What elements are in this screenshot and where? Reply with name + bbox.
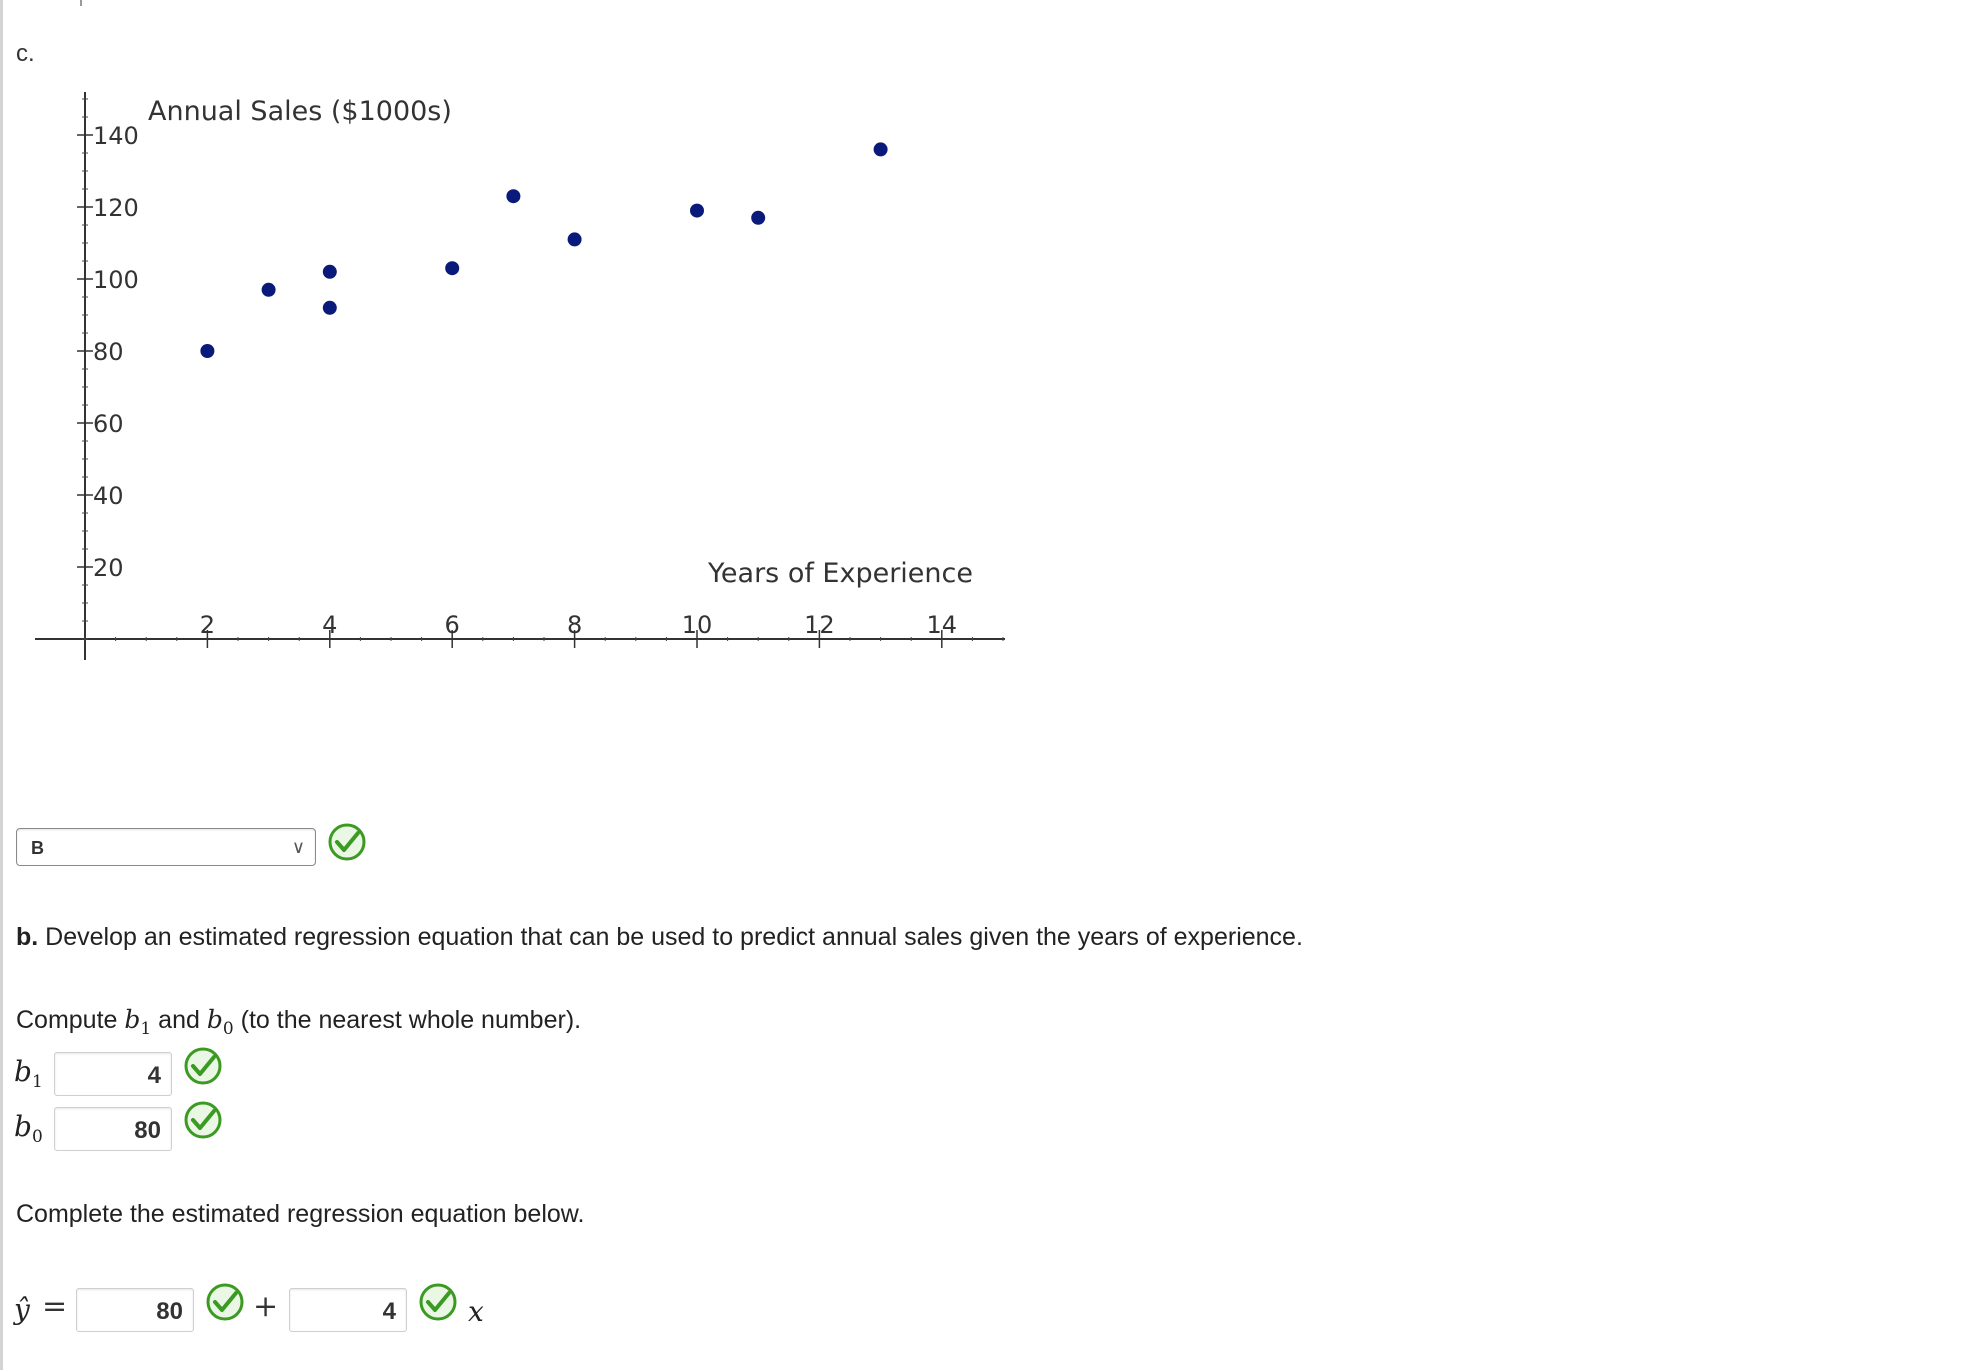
compute-instruction — [16, 1005, 581, 1039]
x-tick-label: 4 — [322, 611, 338, 639]
part-b-question — [16, 923, 1303, 952]
y-tick-label: 80 — [93, 338, 124, 366]
part-b-prefix: b. — [16, 923, 39, 951]
compute-pre: Compute — [16, 1006, 125, 1034]
check-icon — [183, 1100, 223, 1140]
y-tick-label: 40 — [93, 482, 124, 510]
y-tick-label: 120 — [93, 194, 139, 222]
x-tick-label: 8 — [566, 611, 583, 639]
y-tick-label: 100 — [93, 266, 139, 294]
y-hat-label: ŷ — [14, 1293, 30, 1326]
x-axis-title: Years of Experience — [708, 558, 973, 589]
check-icon — [205, 1282, 245, 1322]
y-axis-title: Annual Sales ($1000s) — [148, 96, 452, 127]
top-tick-mark — [80, 0, 82, 6]
check-icon — [327, 822, 367, 862]
x-tick-label: 12 — [804, 611, 835, 639]
data-point — [874, 142, 888, 156]
part-b-text: Develop an estimated regression equation that can be used to predict annual sales given the years of experience. — [38, 923, 1303, 951]
x-variable-label: x — [468, 1295, 484, 1328]
compute-post: (to the nearest whole number). — [233, 1006, 582, 1034]
complete-instruction: Complete the estimated regression equation below. — [16, 1200, 585, 1228]
graph-choice-value: B — [31, 838, 44, 858]
check-icon — [418, 1282, 458, 1322]
check-icon — [183, 1046, 223, 1086]
scatter-chart — [0, 70, 1020, 670]
compute-mid: and — [151, 1006, 207, 1034]
data-point — [262, 283, 276, 297]
data-point — [690, 204, 704, 218]
data-point — [751, 211, 765, 225]
slope-input[interactable]: 4 — [289, 1288, 407, 1332]
graph-choice-select[interactable] — [16, 828, 316, 866]
b1-input[interactable]: 4 — [54, 1052, 172, 1096]
y-tick-label: 140 — [93, 122, 139, 150]
data-point — [323, 265, 337, 279]
data-point — [506, 189, 520, 203]
b1-label: $b_1$ — [14, 1055, 43, 1092]
data-point — [568, 232, 582, 246]
compute-var-b0: $b_0$ — [206, 1005, 234, 1039]
plus-sign: + — [253, 1289, 279, 1324]
chevron-down-icon: ∨ — [291, 837, 305, 857]
x-tick-label: 10 — [681, 611, 713, 639]
y-tick-label: 60 — [93, 410, 124, 438]
x-tick-label: 14 — [926, 611, 958, 639]
b0-label: $b_0$ — [14, 1110, 43, 1147]
x-tick-label: 2 — [199, 611, 216, 639]
data-point — [445, 261, 459, 275]
part-c-label: c. — [16, 40, 35, 67]
y-tick-label: 20 — [93, 554, 124, 582]
equals-sign: = — [42, 1289, 68, 1324]
compute-var-b1: $b_1$ — [124, 1005, 152, 1039]
data-point — [200, 344, 214, 358]
x-tick-label: 6 — [444, 611, 460, 639]
intercept-input[interactable]: 80 — [76, 1288, 194, 1332]
data-point — [323, 301, 337, 315]
b0-input[interactable]: 80 — [54, 1107, 172, 1151]
